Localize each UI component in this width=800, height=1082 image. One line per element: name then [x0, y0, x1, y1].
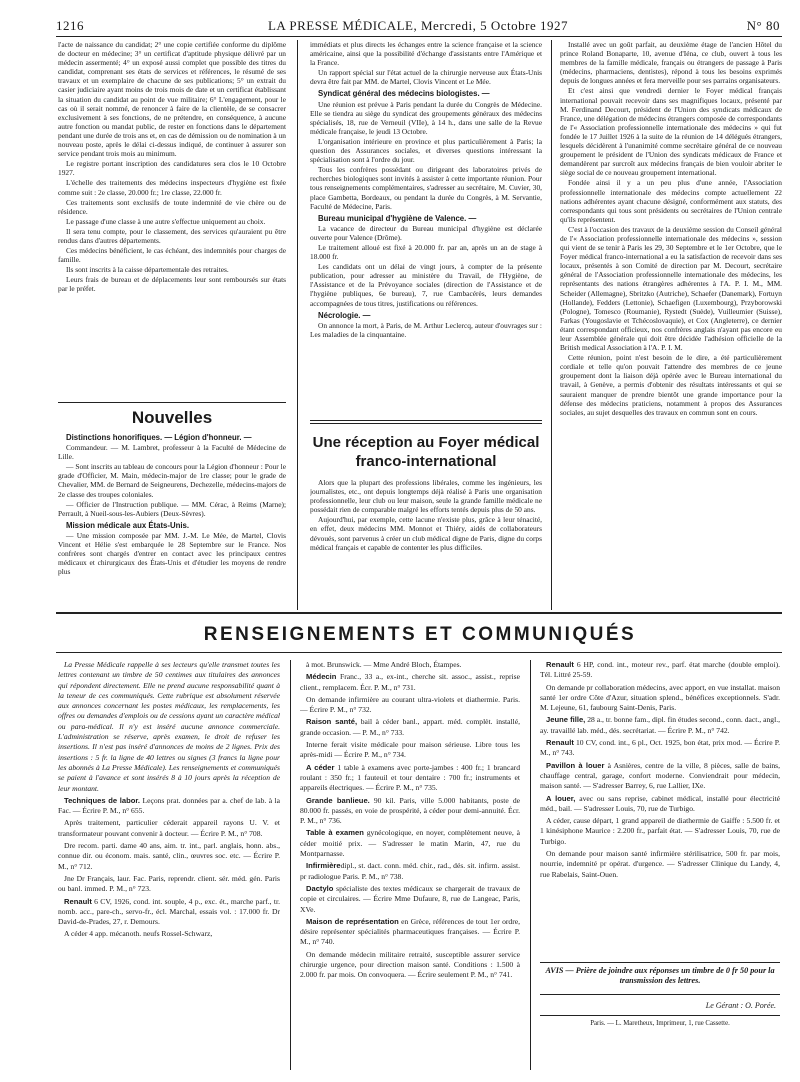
- ad-item: On demande pr collaboration médecins, avec apport, en vue installat. maison santé 1er ordre Côte d'Azur, situation splend., bénéfices exceptionnels. S'adr. M. Lejeune, 61, faubourg Saint-Denis, Paris.: [540, 682, 780, 713]
- ad-item: Raison santé, bail à céder banl., appart. méd. complèt. installé, grande occasion. — P. M., n° 733.: [300, 717, 520, 737]
- ad-item: Techniques de labor. Leçons prat. données par a. chef de lab. à la Fac. — Écrire P. M., n° 655.: [58, 795, 280, 816]
- page-number: 1216: [56, 18, 84, 33]
- ad-item: à mot. Brunswick. — Mme André Bloch, Étampes.: [306, 660, 462, 669]
- ads-column-rule: [530, 660, 531, 1070]
- ad-item: A céder 4 app. mécanoth. neufs Rossel-Schwarz,: [64, 929, 213, 939]
- subheading: Distinctions honorifiques. — Légion d'honneur. —: [66, 433, 252, 442]
- paragraph: Fondée ainsi il y a un peu plus d'une année, l'Association professionnelle internationale des médecins compte actuellement 22 nations adhérentes ayant chacune désigné, conformément aux statuts, des correspondants qui tous sont présidents ou secrétaires de l'Union centrale qu'ils représentent.: [560, 178, 782, 224]
- ad-item: Dactylo spécialiste des textes médicaux se chargerait de travaux de copie et circulaires. — Écrire Mme Dufaure, 8, rue de Langeac, Paris, XVe.: [300, 883, 520, 914]
- ad-item: Interne ferait visite médicale pour maison sérieuse. Libre tous les après-midi — Écrire P. M., n° 734.: [300, 740, 520, 760]
- column-2-top: [310, 40, 542, 415]
- paragraph: Alors que la plupart des professions libérales, comme les ingénieurs, les journalistes, etc., ont depuis longtemps déjà réalisé à Paris une organisation professionnelle, leur club ou leur maison, seule la grande famille médicale ne possédait rien de comparable malgré les efforts tentés depuis plus de 50 ans.: [310, 478, 542, 515]
- ad-item: Médecin Franc., 33 a., ex-int., cherche sit. assoc., assist., reprise client., remplacem. Écr. P. M., n° 731.: [300, 672, 520, 692]
- column-1-bottom: [58, 430, 286, 595]
- ad-item: Pavillon à louer à Asnières, centre de la ville, 8 pièces, salle de bains, chauffage central, garage, confort moderne. Conviendrait pour médecin, maison santé. — S'adresser Barrey, 6, rue Lallier, IXe.: [540, 760, 780, 791]
- paragraph: La vacance de directeur du Bureau municipal d'hygiène est déclarée ouverte pour Valence (Drôme).: [310, 223, 542, 242]
- avis-notice: AVIS — Prière de joindre aux réponses un timbre de 0 fr 50 pour la transmission des lettres.: [545, 966, 775, 985]
- paragraph: Et c'est ainsi que vendredi dernier le Foyer médical français international pouvait recevoir dans ses magnifiques locaux, présenté par M. Ferdinand Decourt, président de l'Union des syndicats médicaux de France, une délégation de médecins étrangers composée de correspondants de l'« Association professionnelle internationale des médecins » qui fut fondée le 17 Juillet 1926 à la suite de la réunion de 14 délégués étrangers, lesquels décidèrent à l'unanimité comme secrétaire général de ce nouveau groupement le président de l'Union des syndicats médicaux de France et demandèrent par surcroît aux médecins français de bien vouloir abriter le siège social de ce nouveau groupement international.: [560, 86, 782, 178]
- ads-column-1: [58, 660, 280, 1070]
- paragraph: L'échelle des traitements des médecins inspecteurs d'hygiène est fixée comme suit : 2e classe, 20.000 fr.; 1re classe, 22.000 fr.: [58, 178, 286, 197]
- subheading: Syndicat général des médecins biologistes. —: [318, 89, 490, 99]
- column-rule: [551, 40, 552, 610]
- paragraph: Aujourd'hui, par exemple, cette lacune n'existe plus, grâce à leur ténacité, en effet, deux médecins MM. Monnot et Thiéry, aidés de collaborateurs dévoués, sont parvenus à créer un club médical digne de Paris, digne du corps médical français et capable de contenter les plus difficiles.: [310, 515, 542, 552]
- ad-item: Maison de représentation en Grèce, références de tout 1er ordre, désire représenter spécialités pharmaceutiques françaises. — Écrire P. M., n° 740.: [300, 916, 520, 947]
- paragraph: Cette réunion, point n'est besoin de le dire, a été particulièrement cordiale et telle qu'on pouvait l'attendre des membres de ce jeune groupement dont la liaison déjà opérée avec le Bureau international du travail, à Genève, a permis d'obtenir des résultats intéressants et qui se sauraient manquer de prendre bientôt une grande importance pour la défense des médecins praticiens, notamment à propos des Assurances sociales, au sujet desquelles des travaux en commun sont en cours.: [560, 353, 782, 417]
- nouvelles-heading: Nouvelles: [131, 408, 213, 427]
- ad-item: Renault 6 HP, cond. int., moteur rev., parf. état marche (double emploi). Tél. Littré 25-59.: [540, 660, 780, 680]
- printer-line: Paris. — L. Maretheux, Imprimeur, 1, rue Cassette.: [590, 1020, 730, 1027]
- paragraph: L'organisation intérieure en province et plus particulièrement à Paris; la question des Assurances sociales, et diverses questions intéressant la spécialisation sont à l'ordre du jour.: [310, 136, 542, 165]
- ad-item: Table à examen gynécologique, en noyer, complètement neuve, à céder moitié prix. — S'adresser le matin Marin, 47, rue du Montparnasse.: [300, 828, 520, 859]
- ads-column-rule: [290, 660, 291, 1070]
- subheading: Mission médicale aux États-Unis.: [66, 520, 190, 530]
- ad-item: Renault 6 CV, 1926, cond. int. souple, 4 p., exc. ét., marche parf., tr. nomb. acc., pare-ch., servo-fr., écl. Marchal, essais vol. : 17.000 fr. Dr David-de-Prades, 27, r. Demours.: [58, 896, 280, 927]
- section-divider: [310, 420, 542, 421]
- paragraph: Le traitement alloué est fixé à 20.000 fr. par an, après un an de stage à 18.000 fr.: [310, 242, 542, 262]
- paragraph: Ces médecins bénéficient, le cas échéant, des indemnités pour charges de famille.: [58, 246, 286, 265]
- ad-item: Jeune fille, 28 a., tr. bonne fam., dipl. fin études second., conn. dact., angl., ay. travaillé lab. méd., dés. secrétariat. — Écrire P. M., n° 742.: [540, 715, 780, 735]
- paragraph: — Une mission composée par MM. J.-M. Le Mée, de Martel, Clovis Vincent et Hélie s'est embarquée le 28 Septembre sur le France. Nos confrères sont chargés d'entrer en contact avec les principaux centres médicaux et chirurgicaux des États-Unis et d'étudier les moyens de rendre plus: [58, 530, 286, 577]
- page-header: [56, 18, 780, 36]
- ad-item: Dre recom. parti. dame 40 ans, aim. tr. int., parl. anglais, honn. abs., connue dir. ou économ. mais. santé, clin., œuvres soc. etc. — Écrire P. M., n° 712.: [58, 841, 280, 871]
- paragraph: Les candidats ont un délai de vingt jours, à compter de la présente publication, pour adresser au ministère du Travail, de l'Hygiène, de l'Assistance et de la Prévoyance sociales (direction de l'Assistance et de l'hygiène publiques, 6e bureau), 7, rue Cambacérès, leurs demandes accompagnées de tous titres, justifications ou références.: [310, 262, 542, 308]
- paragraph: Un rapport spécial sur l'état actuel de la chirurgie nerveuse aux États-Unis devra être fait par MM. de Martel, Clovis Vincent et Le Mée.: [310, 68, 542, 87]
- ad-item: Après traitement, particulier céderait appareil rayons U. V. et transformateur pouvant convenir à docteur. — Écrire P. M., n° 708.: [58, 818, 280, 838]
- subheading: Nécrologie. —: [318, 310, 371, 320]
- foyer-heading: Une réception au Foyer médical franco-international: [312, 434, 540, 470]
- ad-item: On demande infirmière au courant ultra-violets et diathermie. Paris. — Écrire P. M., n° 732.: [300, 694, 520, 715]
- ad-item: On demande pour maison santé infirmière stérilisatrice, 500 fr. par mois, nourrie, indemnité pr opérat. d'urgence. — S'adresser Clinique du Landy, 4, rue Rabelais, Saint-Ouen.: [540, 849, 780, 879]
- paragraph: — Officier de l'Instruction publique. — MM. Cérac, à Reims (Marne); Perrault, à Nueil-sous-les-Aubiers (Deux-Sèvres).: [58, 499, 286, 518]
- classifieds-banner: RENSEIGNEMENTS ET COMMUNIQUÉS: [203, 624, 637, 645]
- paragraph: immédiats et plus directs les échanges entre la science française et la science américaine, ainsi que la possibilité d'échange d'assistants entre l'Amérique et la France.: [310, 40, 542, 68]
- paragraph: Commandeur. — M. Lambret, professeur à la Faculté de Médecine de Lille.: [58, 443, 286, 462]
- avis-rule: [540, 962, 780, 963]
- paragraph: Leurs frais de bureau et de déplacements leur sont remboursés sur états par le préfet.: [58, 275, 286, 294]
- banner-rule-bottom: [56, 652, 782, 653]
- paragraph: Ils sont inscrits à la caisse départementale des retraites.: [66, 265, 229, 275]
- ad-item: A céder 1 table à examens avec porte-jambes : 400 fr.; 1 brancard roulant : 350 fr.; 1 fauteuil et tour dentaire : 700 fr.; instruments et appareils électriques. — Écrire P. M., n° 735.: [300, 762, 520, 793]
- ad-item: Jne Dr Français, laur. Fac. Paris, reprendr. client. sér. méd. gén. Paris ou banl. immed. P. M., n° 723.: [58, 873, 280, 894]
- column-3: [560, 40, 782, 602]
- banner-rule-top: [56, 612, 782, 614]
- section-divider: [58, 402, 286, 403]
- issue-number: N° 80: [746, 18, 780, 33]
- ads-intro: La Presse Médicale rappelle à ses lecteurs qu'elle transmet toutes les lettres contenant un timbre de 50 centimes aux titulaires des annonces qui répondent directement. Elle ne prend aucune responsabilité quant à la teneur de ces communiqués. Cette rubrique est absolument réservée aux annonces concernant les postes médicaux, les remplacements, les offres ou demandes d'emplois ou de cessions ayant un caractère médical ou para-médical. Il n'y est inséré aucune annonce commerciale. L'administration se réserve, après examen, le droit de refuser les insertions. Il n'est pas inséré d'annonces de moins de 2 lignes. Prix des insertions : 5 fr. la ligne de 40 lettres ou signes (3 francs la ligne pour les abonnés à La Presse Médicale). Les renseignements et communiqués se paient à l'avance et sont insérés 8 à 10 jours après la réception de leur montant.: [58, 660, 280, 793]
- avis-rule: [540, 994, 780, 995]
- paragraph: Installé avec un goût parfait, au deuxième étage de l'ancien Hôtel du prince Roland Bonaparte, 10, avenue d'Iéna, ce club, ouvert à tous les membres de la famille médicale, français ou étrangers de passage à Paris (médecins, pharmaciens, dentistes), répond à tous les besoins exprimés depuis de longues années et fera merveille pour ses parrains organisateurs.: [560, 40, 782, 86]
- paragraph: C'est à l'occasion des travaux de la deuxième session du Conseil général de l'« Association professionnelle internationale des médecins », session qui vient de se tenir à Paris les 29, 30 Septembre et le 1er Octobre, que le Foyer médical franco-international a eu la satisfaction de recevoir dans ses locaux, présentés à son Comité de direction par M. Decourt, secrétaire général de l'Association professionnelle internationale des médecins, les représentants des nations étrangères adhérentes à l'A. P. I. M., MM. Scheider (Allemagne), Sbritzko (Autriche), Schaefer (Danemark), Fortuyn (Hollande), Fedders (Lettonie), Schaefigen (Luxembourg), Przyborowski (Pologne), Tomesco (Roumanie), Rystedt (Suède), Vuilleumier (Suisse), Farkas (Yougoslavie et Tchécoslovaquie), et Cox (Angleterre), ce dernier étant correspondant officieux, nos confrères anglais n'ayant pas encore eu leur Assemblée générale qui doit être décidée l'adhésion officielle de la British medical Association à l'A. P. I. M.: [560, 224, 782, 353]
- paragraph: l'acte de naissance du candidat; 2° une copie certifiée conforme du diplôme de docteur en médecine; 3° un certificat d'aptitude physique délivré par un médecin assermenté; 4° un exposé aussi complet que possible des titres du candidat, comprenant ses états de services et références, le résumé de ses travaux et un exemplaire de chacune de ses publications; 5° un extrait du casier judiciaire ayant moins de trois mois de date et un certificat établissant la situation du candidat au point de vue militaire; 6° L'engagement, pour le cas où il serait nommé, de renoncer à faire de la clientèle, de se consacrer exclusivement à ses fonctions, de ne prétendre, en conséquence, à aucune autre fonction ou mandat public, de rester en fonctions dans le département pendant une durée de trois ans et, en cas de démission ou de nomination à un nouveau poste, après le délai ci-dessus indiqué, de continuer à assurer son service pendant trois mois au minimum.: [58, 40, 286, 159]
- ad-item: A céder, cause départ, 1 grand appareil de diathermie de Gaiffe : 5.500 fr. et 1 kinésiphone Maurice : 2.200 fr., parfait état. — S'adresser Louis, 70, rue de Turbigo.: [540, 816, 780, 846]
- paragraph: Ces traitements sont exclusifs de toute indemnité de vie chère ou de résidence.: [58, 197, 286, 216]
- ads-column-3: [540, 660, 780, 960]
- paragraph: Une réunion est prévue à Paris pendant la durée du Congrès de Médecine. Elle se tiendra au siège du syndicat des groupements généraux des médecins spécialisés, 18, rue de Verneuil (VIIe), à 14 h., dans une salle de la Revue médicale française, le jeudi 13 Octobre.: [310, 99, 542, 136]
- column-2-bottom: [310, 478, 542, 600]
- ads-column-2: [300, 660, 520, 1070]
- gerant-signature: Le Gérant : O. Porée.: [705, 1001, 776, 1010]
- subheading: Bureau municipal d'hygiène de Valence. —: [318, 213, 477, 223]
- ad-item: Grande banlieue. 90 kil. Paris, ville 5.000 habitants, poste de 80.000 fr. passés, en voie de prospérité, à céder pour demi-annuité. Écr. P. M., n° 736.: [300, 795, 520, 826]
- ad-item: A louer, avec ou sans reprise, cabinet médical, installé pour électricité méd., bail. — S'adresser Louis, 70, rue de Turbigo.: [540, 793, 780, 813]
- ad-item: Renault 10 CV, cond. int., 6 pl., Oct. 1925, bon état, prix mod. — Écrire P. M., n° 743.: [540, 738, 780, 758]
- paragraph: Le registre portant inscription des candidatures sera clos le 10 Octobre 1927.: [58, 159, 286, 178]
- paragraph: Tous les confrères possédant ou dirigeant des laboratoires privés de recherches biologiques sont invités à assister à cette importante réunion. Pour tous renseignements complémentaires, s'adresser au secrétaire, M. Cuvier, 30, place Gambetta, Bordeaux, ou pendant la durée du Congrès, à M. Servantie, Faculté de Médecine, Paris.: [310, 165, 542, 211]
- ad-item: On demande médecin militaire retraité, susceptible assurer service chirurgie urgence, pour direction maison santé. Conditions : 1.500 à 2.000 fr. par mois. On convoquera. — Écrire seulement P. M., n° 741.: [300, 949, 520, 980]
- ad-item: Infirmièredipl., st. dact. conn. méd. chir., rad., dés. sit. infirm. assist. pr radiologue Paris. P. M., n° 738.: [300, 861, 520, 881]
- column-1-top: [58, 40, 286, 400]
- paragraph: On annonce la mort, à Paris, de M. Arthur Leclercq, auteur d'ouvrages sur : Les maladies de la cinquantaine.: [310, 320, 542, 339]
- paragraph: Il sera tenu compte, pour le classement, des services qu'auraient pu être rendus dans d'autres départements.: [58, 226, 286, 245]
- header-rule: [56, 36, 782, 37]
- paragraph: — Sont inscrits au tableau de concours pour la Légion d'honneur : Pour le grade d'Officier, M. Main, médecin-major de 1re classe; pour le grade de Chevalier, MM. de Bernard de Seigneurens, Dechezelle, médecins-majors de 2e classe des troupes coloniales.: [58, 462, 286, 499]
- section-divider: [310, 423, 542, 424]
- column-rule: [297, 40, 298, 610]
- printer-rule: [540, 1015, 780, 1016]
- paragraph: Le passage d'une classe à une autre s'effectue uniquement au choix.: [66, 216, 266, 226]
- journal-title: LA PRESSE MÉDICALE, Mercredi, 5 Octobre 1927: [267, 18, 569, 33]
